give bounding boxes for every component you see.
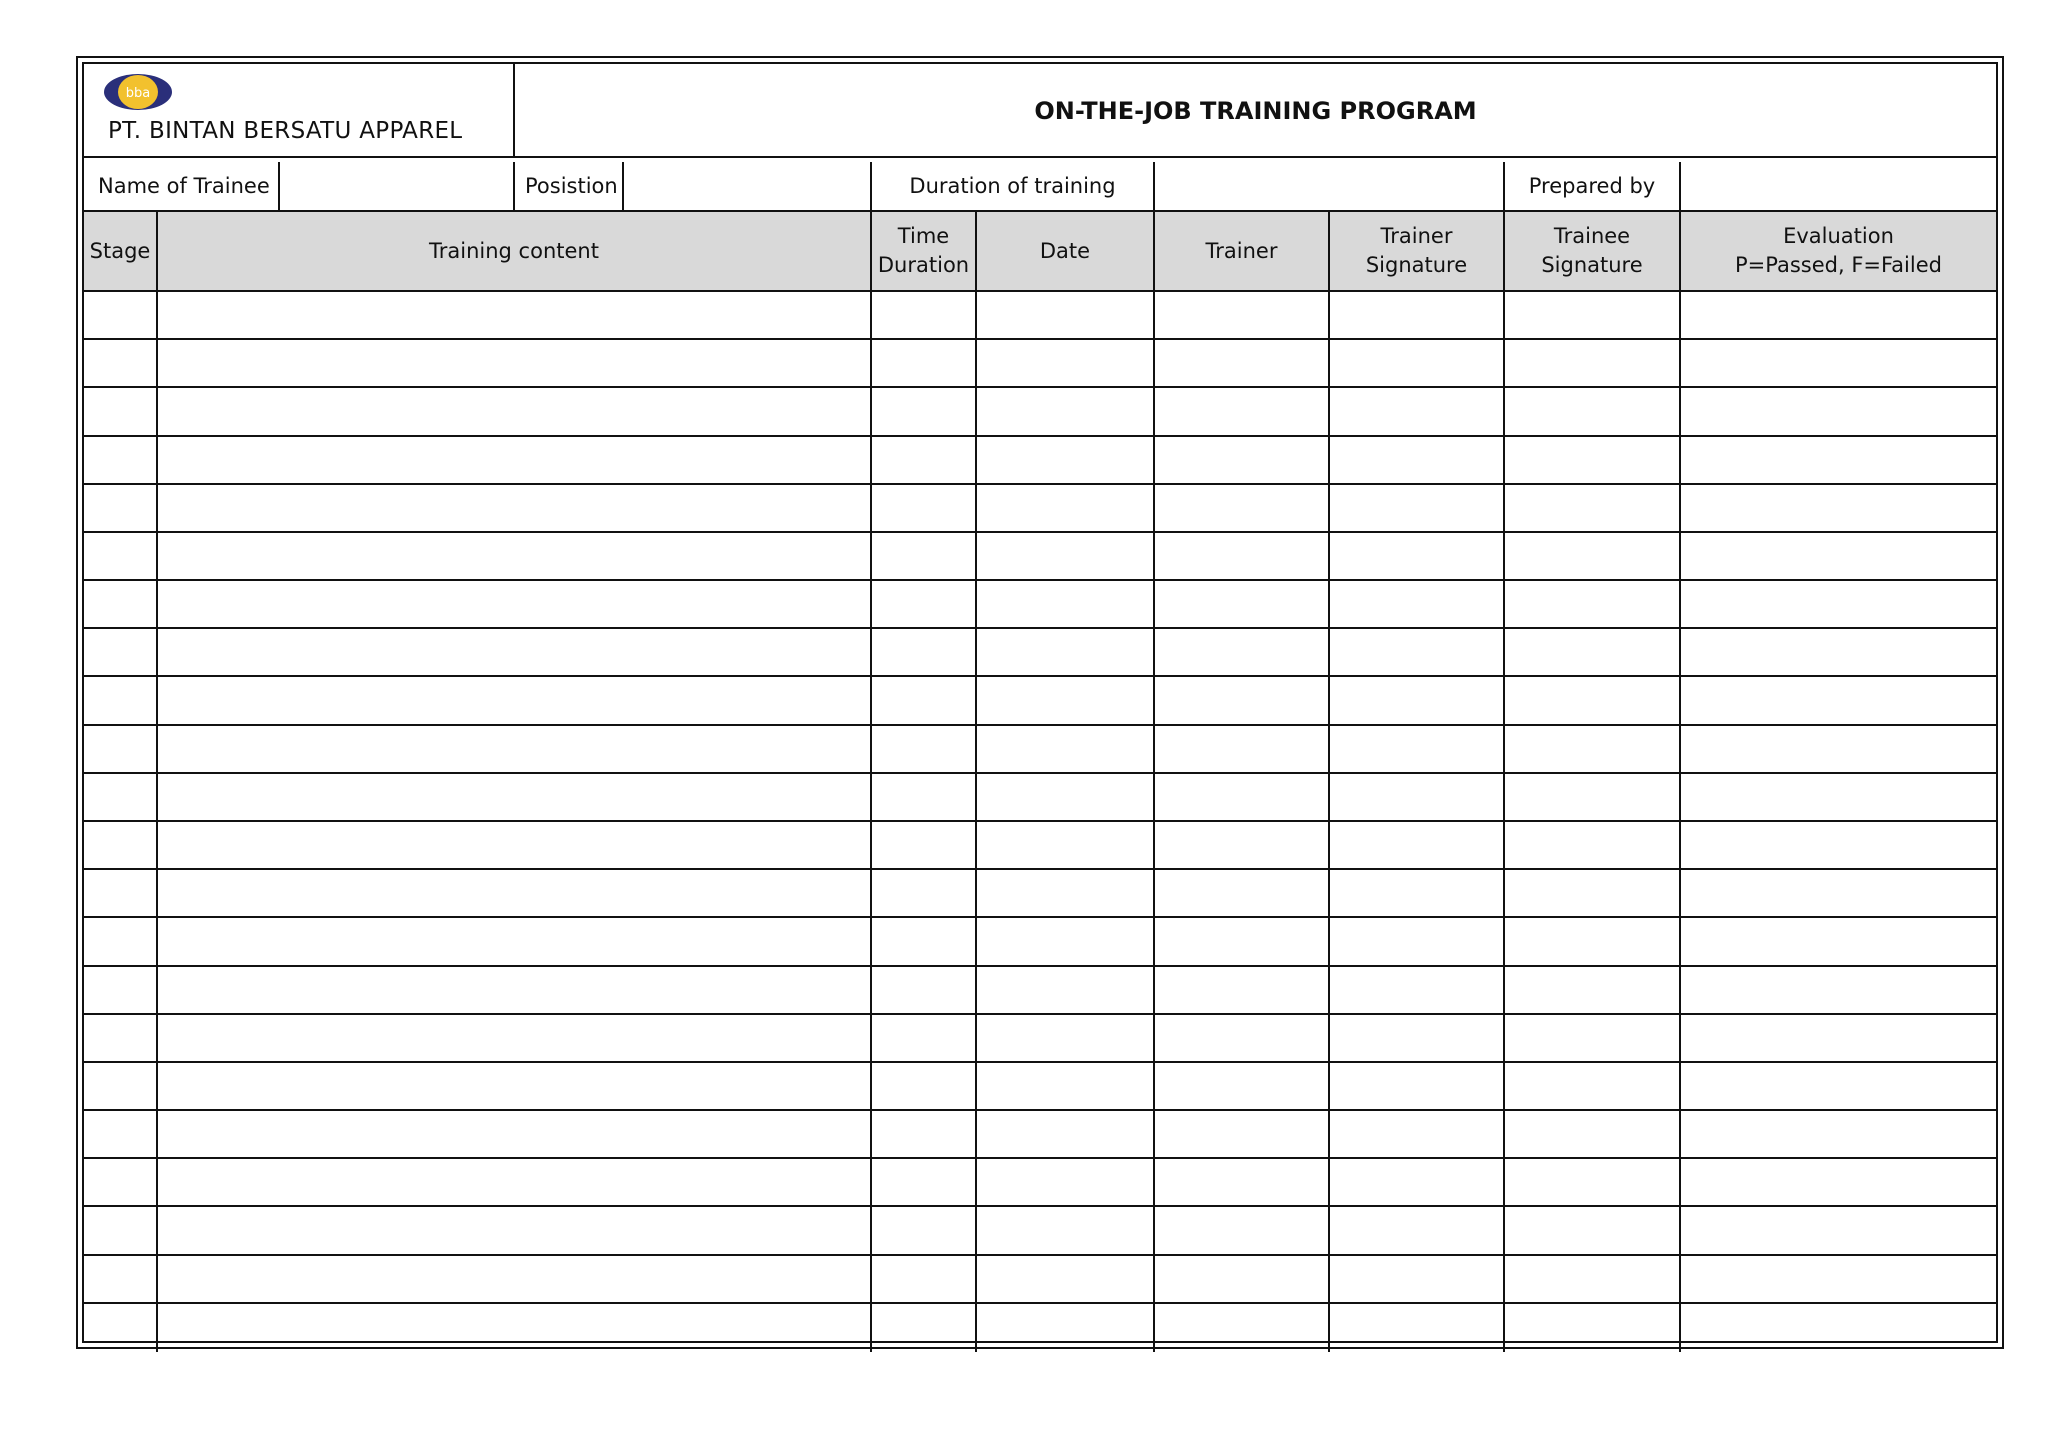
training-content-cell[interactable]	[158, 1304, 872, 1352]
column-header-training-content: Training content	[158, 212, 872, 290]
table-row	[84, 1256, 1996, 1304]
logo-lettering: bba	[125, 86, 151, 101]
table-row	[84, 726, 1996, 774]
company-name: PT. BINTAN BERSATU APPAREL	[108, 118, 463, 144]
date-cell[interactable]	[977, 388, 1155, 434]
name-of-trainee-label: Name of Trainee	[84, 162, 280, 210]
table-row	[84, 629, 1996, 677]
evaluation-cell[interactable]	[1681, 1256, 1996, 1302]
stage-cell[interactable]	[84, 1304, 158, 1352]
time-duration-cell[interactable]	[872, 340, 977, 386]
trainee-signature-cell[interactable]	[1505, 967, 1681, 1013]
trainer-signature-cell[interactable]	[1330, 967, 1505, 1013]
evaluation-cell[interactable]	[1681, 1063, 1996, 1109]
date-cell[interactable]	[977, 1111, 1155, 1157]
duration-of-training-field[interactable]	[1155, 162, 1505, 210]
trainee-signature-cell[interactable]	[1505, 918, 1681, 964]
trainer-signature-cell[interactable]	[1330, 629, 1505, 675]
evaluation-cell[interactable]	[1681, 292, 1996, 338]
table-row	[84, 1063, 1996, 1111]
position-label: Posistion	[515, 162, 624, 210]
trainee-signature-cell[interactable]	[1505, 340, 1681, 386]
trainer-cell[interactable]	[1155, 774, 1330, 820]
training-content-cell[interactable]	[158, 629, 872, 675]
trainer-cell[interactable]	[1155, 629, 1330, 675]
trainer-signature-cell[interactable]	[1330, 870, 1505, 916]
time-duration-cell[interactable]	[872, 1063, 977, 1109]
trainee-signature-cell[interactable]	[1505, 1159, 1681, 1205]
column-header-trainer-signature: Trainer Signature	[1330, 212, 1505, 290]
time-duration-cell[interactable]	[872, 677, 977, 723]
date-cell[interactable]	[977, 677, 1155, 723]
date-cell[interactable]	[977, 629, 1155, 675]
stage-cell[interactable]	[84, 533, 158, 579]
trainee-signature-cell[interactable]	[1505, 1256, 1681, 1302]
trainer-signature-cell[interactable]	[1330, 581, 1505, 627]
trainee-signature-cell[interactable]	[1505, 822, 1681, 868]
stage-cell[interactable]	[84, 1015, 158, 1061]
evaluation-cell[interactable]	[1681, 629, 1996, 675]
date-cell[interactable]	[977, 1063, 1155, 1109]
time-duration-cell[interactable]	[872, 1111, 977, 1157]
stage-cell[interactable]	[84, 677, 158, 723]
trainee-signature-cell[interactable]	[1505, 388, 1681, 434]
evaluation-cell[interactable]	[1681, 1015, 1996, 1061]
duration-of-training-label: Duration of training	[872, 162, 1155, 210]
evaluation-cell[interactable]	[1681, 822, 1996, 868]
column-header-trainee-signature: Trainee Signature	[1505, 212, 1681, 290]
stage-cell[interactable]	[84, 1063, 158, 1109]
table-row	[84, 1304, 1996, 1352]
trainer-cell[interactable]	[1155, 870, 1330, 916]
stage-cell[interactable]	[84, 1159, 158, 1205]
time-duration-cell[interactable]	[872, 581, 977, 627]
evaluation-cell[interactable]	[1681, 774, 1996, 820]
table-row	[84, 292, 1996, 340]
date-cell[interactable]	[977, 967, 1155, 1013]
trainer-signature-cell[interactable]	[1330, 1159, 1505, 1205]
table-row	[84, 774, 1996, 822]
stage-cell[interactable]	[84, 822, 158, 868]
trainer-signature-cell[interactable]	[1330, 726, 1505, 772]
evaluation-cell[interactable]	[1681, 726, 1996, 772]
trainee-signature-cell[interactable]	[1505, 677, 1681, 723]
date-cell[interactable]	[977, 292, 1155, 338]
trainer-signature-cell[interactable]	[1330, 1304, 1505, 1352]
training-content-cell[interactable]	[158, 1015, 872, 1061]
time-duration-cell[interactable]	[872, 292, 977, 338]
date-cell[interactable]	[977, 918, 1155, 964]
table-row	[84, 388, 1996, 436]
form-frame	[76, 56, 2004, 1349]
stage-cell[interactable]	[84, 485, 158, 531]
prepared-by-field[interactable]	[1681, 162, 1996, 210]
stage-cell[interactable]	[84, 340, 158, 386]
trainer-cell[interactable]	[1155, 967, 1330, 1013]
position-field[interactable]	[624, 162, 872, 210]
stage-cell[interactable]	[84, 870, 158, 916]
trainer-signature-cell[interactable]	[1330, 677, 1505, 723]
time-duration-cell[interactable]	[872, 726, 977, 772]
trainer-signature-cell[interactable]	[1330, 1063, 1505, 1109]
trainer-signature-cell[interactable]	[1330, 485, 1505, 531]
evaluation-cell[interactable]	[1681, 581, 1996, 627]
trainer-signature-cell[interactable]	[1330, 437, 1505, 483]
trainer-cell[interactable]	[1155, 1304, 1330, 1352]
trainee-signature-cell[interactable]	[1505, 437, 1681, 483]
training-content-cell[interactable]	[158, 485, 872, 531]
table-row	[84, 870, 1996, 918]
time-duration-cell[interactable]	[872, 1159, 977, 1205]
stage-cell[interactable]	[84, 581, 158, 627]
trainer-signature-cell[interactable]	[1330, 292, 1505, 338]
evaluation-cell[interactable]	[1681, 1207, 1996, 1253]
evaluation-cell[interactable]	[1681, 967, 1996, 1013]
trainer-cell[interactable]	[1155, 1207, 1330, 1253]
date-cell[interactable]	[977, 437, 1155, 483]
training-content-cell[interactable]	[158, 677, 872, 723]
trainer-cell[interactable]	[1155, 1256, 1330, 1302]
table-row	[84, 581, 1996, 629]
trainer-signature-cell[interactable]	[1330, 918, 1505, 964]
trainee-signature-cell[interactable]	[1505, 1015, 1681, 1061]
training-content-cell[interactable]	[158, 1207, 872, 1253]
trainer-cell[interactable]	[1155, 533, 1330, 579]
evaluation-cell[interactable]	[1681, 485, 1996, 531]
training-content-cell[interactable]	[158, 437, 872, 483]
trainee-signature-cell[interactable]	[1505, 774, 1681, 820]
trainer-cell[interactable]	[1155, 1063, 1330, 1109]
stage-cell[interactable]	[84, 918, 158, 964]
date-cell[interactable]	[977, 822, 1155, 868]
evaluation-cell[interactable]	[1681, 1159, 1996, 1205]
trainer-cell[interactable]	[1155, 485, 1330, 531]
training-content-cell[interactable]	[158, 967, 872, 1013]
table-row	[84, 1015, 1996, 1063]
time-duration-cell[interactable]	[872, 1256, 977, 1302]
company-logo-icon	[102, 72, 174, 112]
time-duration-cell[interactable]	[872, 533, 977, 579]
time-duration-cell[interactable]	[872, 870, 977, 916]
trainer-cell[interactable]	[1155, 1015, 1330, 1061]
trainee-signature-cell[interactable]	[1505, 581, 1681, 627]
prepared-by-label: Prepared by	[1505, 162, 1681, 210]
trainer-signature-cell[interactable]	[1330, 340, 1505, 386]
trainee-signature-cell[interactable]	[1505, 1207, 1681, 1253]
evaluation-cell[interactable]	[1681, 1304, 1996, 1352]
trainer-cell[interactable]	[1155, 437, 1330, 483]
table-row	[84, 533, 1996, 581]
table-row	[84, 485, 1996, 533]
trainee-signature-cell[interactable]	[1505, 1063, 1681, 1109]
time-duration-cell[interactable]	[872, 918, 977, 964]
table-row	[84, 340, 1996, 388]
trainer-cell[interactable]	[1155, 726, 1330, 772]
column-header-stage: Stage	[84, 212, 158, 290]
trainer-cell[interactable]	[1155, 388, 1330, 434]
date-cell[interactable]	[977, 726, 1155, 772]
table-row	[84, 967, 1996, 1015]
training-content-cell[interactable]	[158, 292, 872, 338]
stage-cell[interactable]	[84, 1256, 158, 1302]
evaluation-cell[interactable]	[1681, 388, 1996, 434]
table-row	[84, 1207, 1996, 1255]
table-row	[84, 918, 1996, 966]
trainer-cell[interactable]	[1155, 822, 1330, 868]
evaluation-cell[interactable]	[1681, 1111, 1996, 1157]
trainer-signature-cell[interactable]	[1330, 1256, 1505, 1302]
evaluation-cell[interactable]	[1681, 533, 1996, 579]
time-duration-cell[interactable]	[872, 388, 977, 434]
trainer-cell[interactable]	[1155, 677, 1330, 723]
training-content-cell[interactable]	[158, 1111, 872, 1157]
training-content-cell[interactable]	[158, 774, 872, 820]
trainer-signature-cell[interactable]	[1330, 1111, 1505, 1157]
time-duration-cell[interactable]	[872, 1304, 977, 1352]
date-cell[interactable]	[977, 1256, 1155, 1302]
trainer-cell[interactable]	[1155, 581, 1330, 627]
trainer-signature-cell[interactable]	[1330, 1207, 1505, 1253]
date-cell[interactable]	[977, 581, 1155, 627]
trainer-signature-cell[interactable]	[1330, 774, 1505, 820]
trainee-signature-cell[interactable]	[1505, 870, 1681, 916]
trainee-signature-cell[interactable]	[1505, 292, 1681, 338]
training-content-cell[interactable]	[158, 870, 872, 916]
training-content-cell[interactable]	[158, 340, 872, 386]
date-cell[interactable]	[977, 1159, 1155, 1205]
date-cell[interactable]	[977, 485, 1155, 531]
trainer-signature-cell[interactable]	[1330, 388, 1505, 434]
stage-cell[interactable]	[84, 437, 158, 483]
table-row	[84, 677, 1996, 725]
time-duration-cell[interactable]	[872, 485, 977, 531]
name-of-trainee-field[interactable]	[280, 162, 515, 210]
time-duration-cell[interactable]	[872, 822, 977, 868]
stage-cell[interactable]	[84, 967, 158, 1013]
evaluation-cell[interactable]	[1681, 918, 1996, 964]
trainer-signature-cell[interactable]	[1330, 1015, 1505, 1061]
training-content-cell[interactable]	[158, 726, 872, 772]
evaluation-cell[interactable]	[1681, 870, 1996, 916]
evaluation-cell[interactable]	[1681, 677, 1996, 723]
document-title: ON-THE-JOB TRAINING PROGRAM	[1034, 97, 1477, 125]
form-header	[84, 64, 1996, 158]
training-content-cell[interactable]	[158, 918, 872, 964]
evaluation-cell[interactable]	[1681, 340, 1996, 386]
training-content-cell[interactable]	[158, 533, 872, 579]
trainer-cell[interactable]	[1155, 340, 1330, 386]
trainee-signature-cell[interactable]	[1505, 533, 1681, 579]
trainee-info-row	[84, 162, 1996, 210]
trainee-signature-cell[interactable]	[1505, 1111, 1681, 1157]
column-header-time-duration: Time Duration	[872, 212, 977, 290]
training-content-cell[interactable]	[158, 388, 872, 434]
date-cell[interactable]	[977, 774, 1155, 820]
trainee-signature-cell[interactable]	[1505, 485, 1681, 531]
table-row	[84, 437, 1996, 485]
training-content-cell[interactable]	[158, 822, 872, 868]
table-row	[84, 1159, 1996, 1207]
date-cell[interactable]	[977, 1207, 1155, 1253]
stage-cell[interactable]	[84, 1111, 158, 1157]
evaluation-cell[interactable]	[1681, 437, 1996, 483]
stage-cell[interactable]	[84, 292, 158, 338]
stage-cell[interactable]	[84, 774, 158, 820]
date-cell[interactable]	[977, 870, 1155, 916]
date-cell[interactable]	[977, 533, 1155, 579]
time-duration-cell[interactable]	[872, 629, 977, 675]
stage-cell[interactable]	[84, 1207, 158, 1253]
column-header-trainer: Trainer	[1155, 212, 1330, 290]
column-header-date: Date	[977, 212, 1155, 290]
time-duration-cell[interactable]	[872, 1207, 977, 1253]
time-duration-cell[interactable]	[872, 774, 977, 820]
stage-cell[interactable]	[84, 629, 158, 675]
trainee-signature-cell[interactable]	[1505, 629, 1681, 675]
column-header-evaluation: Evaluation P=Passed, F=Failed	[1735, 224, 1942, 277]
form-inner-frame	[82, 62, 1998, 1343]
time-duration-cell[interactable]	[872, 967, 977, 1013]
trainer-cell[interactable]	[1155, 1111, 1330, 1157]
stage-cell[interactable]	[84, 388, 158, 434]
table-row	[84, 1111, 1996, 1159]
training-table	[84, 210, 1996, 1341]
company-brand	[84, 64, 515, 156]
table-row	[84, 822, 1996, 870]
stage-cell[interactable]	[84, 726, 158, 772]
training-content-cell[interactable]	[158, 1063, 872, 1109]
training-content-cell[interactable]	[158, 1159, 872, 1205]
date-cell[interactable]	[977, 1304, 1155, 1352]
trainer-cell[interactable]	[1155, 292, 1330, 338]
trainer-cell[interactable]	[1155, 918, 1330, 964]
trainer-signature-cell[interactable]	[1330, 822, 1505, 868]
table-body	[84, 292, 1996, 1341]
date-cell[interactable]	[977, 1015, 1155, 1061]
table-header-row	[84, 212, 1996, 292]
trainee-signature-cell[interactable]	[1505, 726, 1681, 772]
training-content-cell[interactable]	[158, 581, 872, 627]
training-content-cell[interactable]	[158, 1256, 872, 1302]
trainer-signature-cell[interactable]	[1330, 533, 1505, 579]
time-duration-cell[interactable]	[872, 437, 977, 483]
trainer-cell[interactable]	[1155, 1159, 1330, 1205]
trainee-signature-cell[interactable]	[1505, 1304, 1681, 1352]
date-cell[interactable]	[977, 340, 1155, 386]
time-duration-cell[interactable]	[872, 1015, 977, 1061]
